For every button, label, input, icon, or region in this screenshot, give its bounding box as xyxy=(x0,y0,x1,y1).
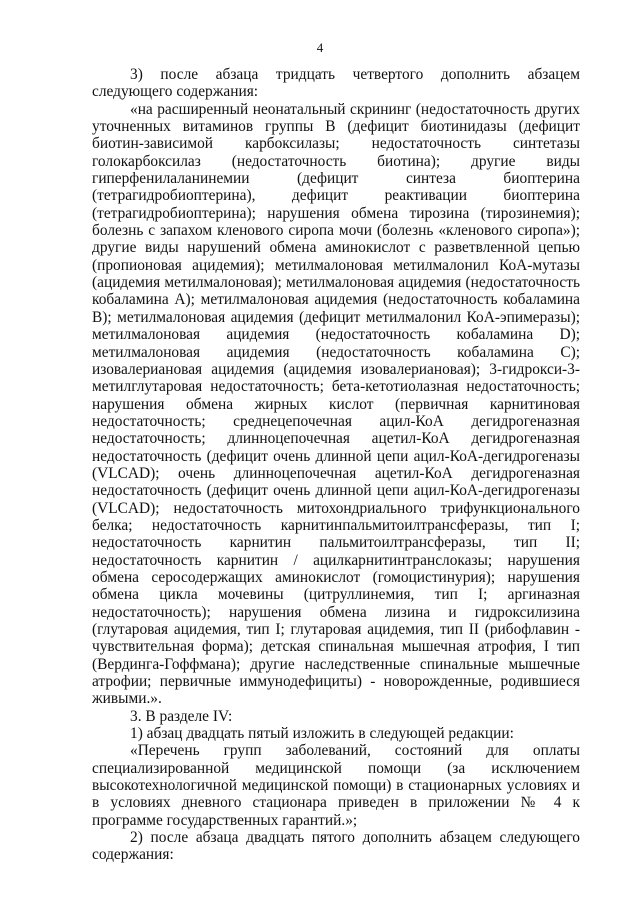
paragraph-list-of-disease-groups: «Перечень групп заболеваний, состояний для оплаты специализированной медицинской помощи (за исключением высокотехнологичной медицинской помощи) в стационарных условиях и в условиях дневного стационара приведен в приложении № 4 к программе государственных гарантий.»; xyxy=(92,742,580,829)
paragraph-item-2: 2) после абзаца двадцать пятого дополнить абзацем следующего содержания: xyxy=(92,829,580,864)
paragraph-section-iv: 3. В разделе IV: xyxy=(130,707,233,725)
page-number: 4 xyxy=(316,40,324,55)
paragraph-neonatal-screening: «на расширенный неонатальный скрининг (недостаточность других уточненных витаминов группы В (дефицит биотинидазы (дефицит биотин-зависимой карбоксилазы; недостаточность синтетазы голокарбоксилаз (недостаточность биотина); другие виды гиперфенилаланинемии (дефицит синтеза биоптерина (тетрагидробиоптерина), дефицит реактивации биоптерина (тетрагидробиоптерина); нарушения обмена тирозина (тирозинемия); болезнь с запахом кленового сиропа мочи (болезнь «кленового сиропа»); другие виды нарушений обмена аминокислот с разветвленной цепью (пропионовая ацидемия); метилмалоновая метилмалонил КоА-мутазы (ацидемия метилмалоновая); метилмалоновая ацидемия (недостаточность кобаламина А); метилмалоновая ацидемия (недостаточность кобаламина В); метилмалоновая ацидемия (дефицит метилмалонил КоА-эпимеразы); метилмалоновая ацидемия (недостаточность кобаламина D); метилмалоновая ацидемия (недостаточность кобаламина С); изовалериановая ацидемия (ацидемия изовалериановая); 3-гидрокси-3-метилглутаровая недостаточность; бета-кетотиолазная недостаточность; нарушения обмена жирных кислот (первичная карнитиновая недостаточность; среднецепочечная ацил-КоА дегидрогеназная недостаточность; длинноцепочечная ацетил-КоА дегидрогеназная недостаточность (дефицит очень длинной цепи ацил-КоА-дегидрогеназы (VLCAD); очень длинноцепочечная ацетил-КоА дегидрогеназная недостаточность (дефицит очень длинной цепи ацил-КоА-дегидрогеназы (VLCAD); недостаточность митохондриального трифункционального белка; недостаточность карнитинпальмитоилтрансферазы, тип I; недостаточность карнитин пальмитоилтрансферазы, тип II; недостаточность карнитин / ацилкарнитинтранслоказы; нарушения обмена серосодержащих аминокислот (гомоцистинурия); нарушения обмена цикла мочевины (цитруллинемия, тип I; аргиназная недостаточность); нарушения обмена лизина и гидроксилизина (глутаровая ацидемия, тип I; глутаровая ацидемия, тип II (рибофлавин - чувствительная форма); детская спинальная мышечная атрофия, I тип (Вердинга-Гоффмана); другие наследственные спинальные мышечные атрофии; первичные иммунодефициты) - новорожденные, родившиеся живыми.». xyxy=(92,100,580,708)
paragraph-item-1: 1) абзац двадцать пятый изложить в следующей редакции: xyxy=(130,725,514,743)
paragraph-item-3-intro: 3) после абзаца тридцать четвертого дополнить абзацем следующего содержания: xyxy=(92,66,580,101)
document-body xyxy=(92,66,580,864)
